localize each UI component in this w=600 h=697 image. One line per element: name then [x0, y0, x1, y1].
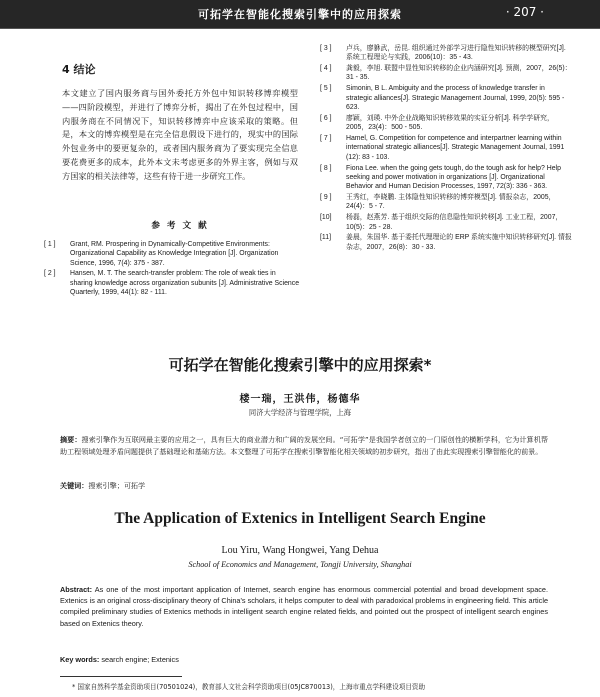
reference-text: Fiona Lee. when the going gets tough, do the tough ask for help? Help seeking and power motivation in organizations [J]. Organizational Behavior and Human Decision Processes, 1997, 72(3): 336 - 363. — [346, 164, 561, 191]
keywords-label-english: Key words: — [60, 655, 100, 664]
reference-text: Grant, RM. Prospering in Dynamically-Competitive Environments: Organizational Capability as Knowledge Integration [J]. Organization Science, 1996, 7(4): 375 - 387. — [70, 241, 279, 267]
reference-item — [320, 233, 572, 252]
keywords-text-english: search engine; Extenics — [101, 655, 179, 664]
references-heading: 参 考 文 献 — [151, 221, 209, 231]
reference-number: [10] — [320, 214, 332, 222]
header-rule — [0, 28, 600, 29]
reference-item — [320, 164, 572, 192]
reference-number: [11] — [320, 234, 331, 242]
reference-text: 廖颖，刘瑛. 中外企业战略知识转移效果的实证分析[J]. 科学学研究，2005，23(4)：500 - 505. — [346, 114, 554, 132]
reference-text: Simonin, B L. Ambiguity and the process of knowledge transfer in strategic alliances[J]. Strategic Management Journal, 1999, 20(5): 595 - 623. — [346, 85, 565, 111]
reference-number: [ 2 ] — [44, 270, 56, 278]
reference-text: Hamel, G. Competition for competence and interpartner learning within international strategic alliances[J]. Strategic Management Journal, 1991 (12): 83 - 103. — [346, 135, 565, 161]
abstract-chinese — [60, 434, 548, 458]
reference-text: 姜晨，朱国华. 基于委托代理理论的 ERP 系统实施中知识转移研究[J]. 情报杂志，2007，26(8)：30 - 33. — [346, 234, 572, 251]
abstract-text-chinese: 搜索引擎作为互联网最主要的应用之一，具有巨大的商业潜力和广阔的发展空间。“可拓学”是我国学者创立的一门原创性的横断学科，它为计算机帮助工程领域处理矛盾问题提供了基础理论和基础方法。本文整理了可拓学在搜索引擎智能化相关领域的初步研究，指出了由此实现搜索引擎智能化的前景。 — [60, 435, 548, 456]
affiliation-english: School of Economics and Management, Tongji University, Shanghai — [188, 560, 412, 569]
reference-text: 卢兵，廖貅武，岳昆. 组织通过外部学习进行隐性知识转移的模型研究[J]. 系统工程理论与实践，2006(10)：35 - 43. — [346, 45, 566, 62]
abstract-label-english: Abstract: — [60, 585, 93, 594]
abstract-label-chinese: 摘要： — [60, 435, 82, 444]
authors-english: Lou Yiru, Wang Hongwei, Yang Dehua — [221, 545, 379, 556]
page-number: · 207 · — [505, 5, 544, 19]
reference-number: [ 4 ] — [320, 65, 332, 73]
footnote-rule — [60, 676, 182, 677]
reference-number: [ 8 ] — [320, 164, 332, 172]
affiliation-chinese: 同济大学经济与管理学院，上海 — [248, 408, 352, 417]
reference-text: 龚毅，李旭. 联盟中显性知识转移的企业内涵研究[J]. 预测，2007，26(5)：31 - 35. — [346, 65, 572, 82]
reference-number: [ 3 ] — [320, 45, 332, 52]
references-list-left — [44, 240, 300, 299]
reference-number: [ 6 ] — [320, 114, 332, 122]
keywords-label-chinese: 关键词： — [60, 481, 89, 490]
abstract-text-english: As one of the most important application of Internet, search engine has enormous commercial potential and broad development space. Extenics is an original cross-disciplinary theory of China's scholars, it helps computer to deal with paradoxical problems in engineering field. This article compiled preliminary studies of Extenics methods in intelligent search engine related fields, and pointed out the prospect of intelligent search engines based on Extenics theory. — [60, 585, 549, 628]
keywords-english — [60, 655, 548, 664]
conclusion-paragraph: 本文建立了国内服务商与国外委托方外包中知识转移博弈模型——四阶段模型，并进行了博弈分析，揭出了在外包过程中，国内服务商在不同情况下，知识转移博弈中应该采取的策略。但是，本文的博弈模型是在完全信息假设下进行的，现实中的国际外包业务中的要更复杂的，或者国内服务商为了要实现完全信息要花费更多的成本，此外本文未考虑更多的外界主客，例如与双方国家的相关法律等，这些有待于进一步研究工作。 — [62, 88, 298, 181]
reference-text: 王秀红，李晓鹏. 主体隐性知识转移的博弈模型[J]. 情报杂志，2005，24(4)：5 - 7. — [346, 194, 556, 211]
funding-footnote: * 国家自然科学基金资助项目(70501024)，教育部人文社会科学资助项目(05JC870013)，上海市重点学科建设项目资助 — [72, 683, 426, 691]
reference-item — [44, 240, 300, 268]
reference-item — [320, 84, 572, 112]
reference-text: Hansen, M. T. The search-transfer problem: The role of weak ties in sharing knowledge across organization subunits [J]. Administrative Science Quarterly, 1999, 44(1): 82 - 111. — [70, 270, 300, 297]
reference-item — [320, 134, 572, 162]
reference-item — [320, 213, 572, 232]
reference-item — [320, 64, 572, 83]
paper-title-english: The Application of Extenics in Intelligent Search Engine — [114, 510, 486, 527]
reference-number: [ 9 ] — [320, 194, 332, 202]
reference-text: 杨磊，赵燕芳. 基于组织交际的信息隐性知识转移[J]. 工业工程，2007，10(5)：25 - 28. — [346, 214, 563, 231]
reference-number: [ 1 ] — [44, 241, 56, 248]
reference-item — [320, 193, 572, 212]
reference-number: [ 5 ] — [320, 85, 332, 93]
paper-title-chinese: 可拓学在智能化搜索引擎中的应用探索* — [168, 356, 432, 374]
keywords-text-chinese: 搜索引擎；可拓学 — [88, 481, 146, 490]
section-heading-conclusion: 4 结论 — [62, 63, 96, 76]
authors-chinese: 楼一瑞，王洪伟，杨德华 — [239, 394, 361, 405]
reference-item — [320, 44, 572, 63]
abstract-english — [60, 584, 548, 629]
reference-item — [320, 114, 572, 133]
reference-item — [44, 269, 300, 297]
running-title: 可拓学在智能化搜索引擎中的应用探索 — [198, 8, 402, 21]
reference-number: [ 7 ] — [320, 135, 332, 143]
references-list-right — [320, 44, 572, 254]
keywords-chinese — [60, 481, 548, 491]
